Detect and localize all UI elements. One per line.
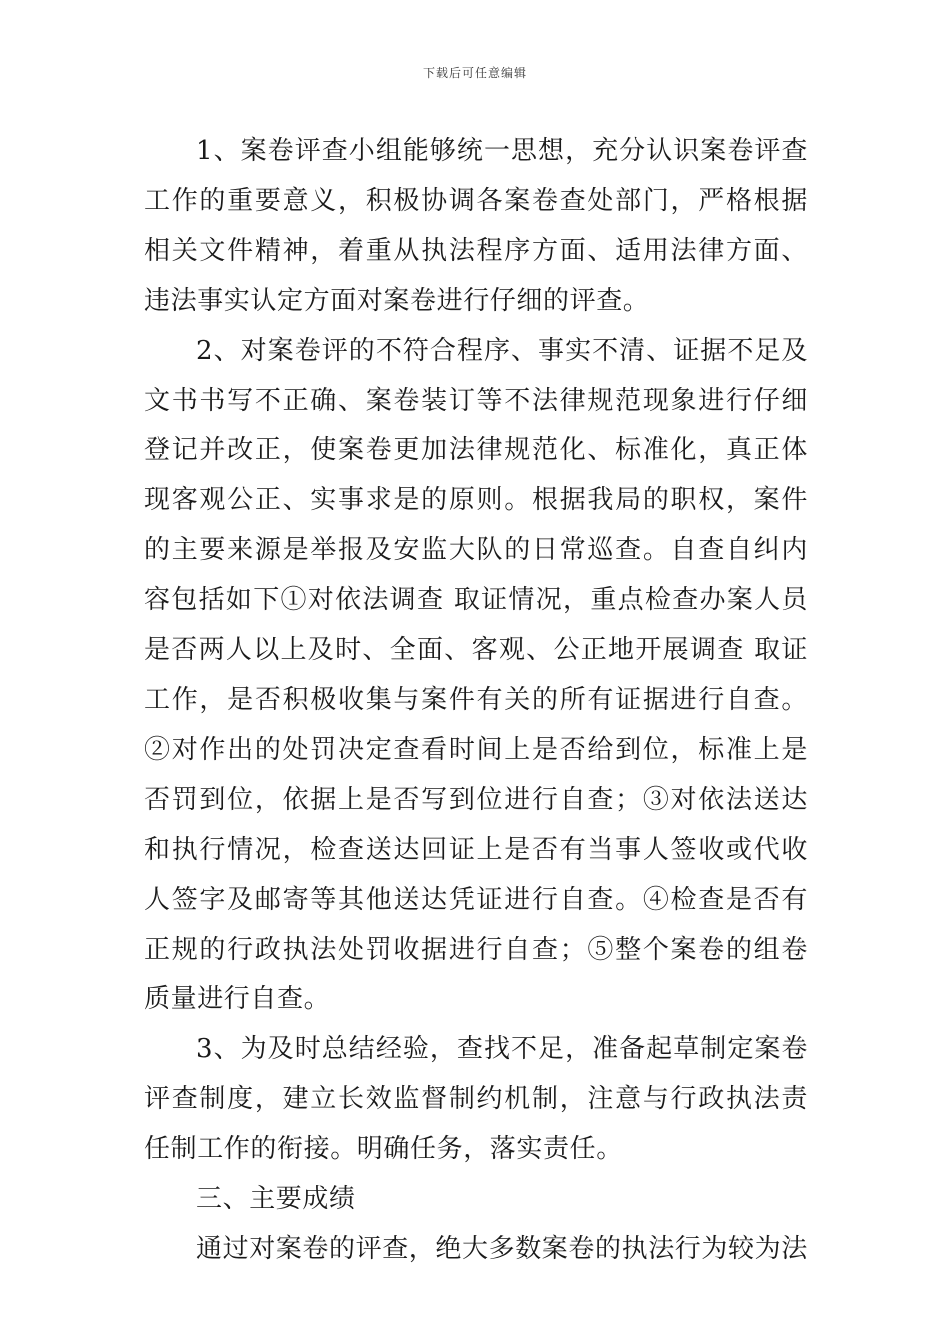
paragraph-2: 2、对案卷评的不符合程序、事实不清、证据不足及文书书写不正确、案卷装订等不法律规范现象进行仔细登记并改正，使案卷更加法律规范化、标准化，真正体现客观公正、实事求是的原则。根据我局的职权，案件的主要来源是举报及安监大队的日常巡查。自查自纠内容包括如下①对依法调查 取证情况，重点检查办案人员是否两人以上及时、全面、客观、公正地开展调查 取证工作，是否积极收集与案件有关的所有证据进行自查。②对作出的处罚决定查看时间上是否给到位，标准上是否罚到位，依据上是否写到位进行自查；③对依法送达和执行情况，检查送达回证上是否有当事人签收或代收人签字及邮寄等其他送达凭证进行自查。④检查是否有正规的行政执法处罚收据进行自查；⑤整个案卷的组卷质量进行自查。 xyxy=(144,335,808,1015)
paragraph-3: 3、为及时总结经验，查找不足，准备起草制定案卷评查制度，建立长效监督制约机制，注意与行政执法责任制工作的衔接。明确任务，落实责任。 xyxy=(144,1034,808,1165)
paragraph-4: 通过对案卷的评查，绝大多数案卷的执法行为较为法 xyxy=(196,1233,808,1264)
document-body xyxy=(144,127,808,1275)
paragraph-1: 1、案卷评查小组能够统一思想，充分认识案卷评查工作的重要意义，积极协调各案卷查处部门，严格根据相关文件精神，着重从执法程序方面、适用法律方面、违法事实认定方面对案卷进行仔细的评查。 xyxy=(144,136,808,316)
page-header-note: 下载后可任意编辑 xyxy=(422,66,527,80)
section-heading: 三、主要成绩 xyxy=(196,1184,356,1215)
